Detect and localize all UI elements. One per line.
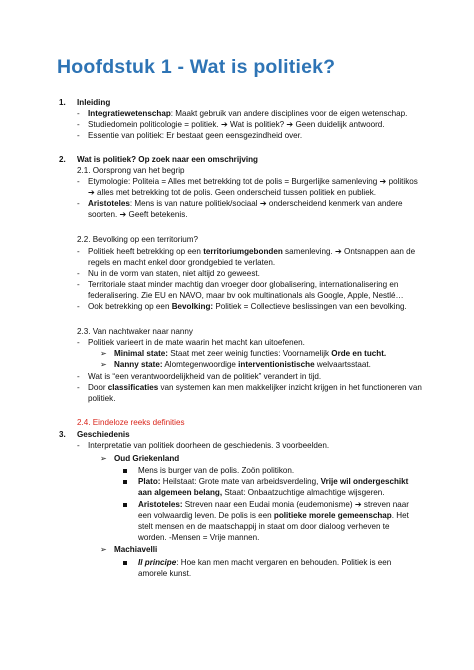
list-item-cont: worden. -Mensen = Vrije mannen. <box>138 533 260 542</box>
list-item-cont: stelt mensen en de maatschappij in staat om door dialoog verheven te <box>138 522 390 531</box>
dash-bullet: - <box>77 441 80 450</box>
dash-bullet: - <box>77 199 80 208</box>
arrow-right-icon: ➔ <box>119 210 127 219</box>
list-item: Door classificaties van systemen kan men makkelijker inzicht krijgen in het functioneren van <box>88 383 422 392</box>
dash-bullet: - <box>77 269 80 278</box>
arrow-right-icon: ➔ <box>88 188 95 197</box>
list-item: Integratiewetenschap: Maakt gebruik van andere disciplines voor de eigen wetenschap. <box>88 109 408 118</box>
list-item: Essentie van politiek: Er bestaat geen eensgezindheid over. <box>88 131 303 140</box>
square-bullet-icon <box>123 466 127 476</box>
list-item-cont: amorele kunst. <box>138 569 192 578</box>
arrow-right-icon: ➔ <box>334 247 342 256</box>
list-item-cont: ➔ alles met betrekking tot de polis. Geen onderscheid tussen politiek en publiek. <box>88 188 376 197</box>
list-item: Politiek varieert in de mate waarin het macht kan uitoefenen. <box>88 338 305 347</box>
list-item-cont: regels en macht enkel door grondgebied te verlaten. <box>88 258 276 267</box>
list-item: Nu in de vorm van staten, niet altijd zo geweest. <box>88 269 260 278</box>
section-number: 3. <box>59 430 66 439</box>
dash-bullet: - <box>77 302 80 311</box>
dash-bullet: - <box>77 280 80 289</box>
dash-bullet: - <box>77 120 80 129</box>
list-item-cont: soorten. ➔ Geeft betekenis. <box>88 210 188 219</box>
dash-bullet: - <box>77 109 80 118</box>
list-item: Plato: Heilstaat: Grote mate van arbeidsverdeling, Vrije wil ondergeschikt <box>138 477 409 486</box>
subsection-heading: 2.1. Oorsprong van het begrip <box>77 166 185 175</box>
section-heading: Wat is politiek? Op zoek naar een omschrijving <box>77 155 258 164</box>
arrowhead-bullet-icon: ➢ <box>100 454 107 463</box>
dash-bullet: - <box>77 338 80 347</box>
arrowhead-bullet-icon: ➢ <box>100 360 107 369</box>
arrow-right-icon: ➔ <box>259 199 267 208</box>
list-item: Politiek heeft betrekking op een territoriumgebonden samenleving. ➔ Ontsnappen aan de <box>88 247 416 256</box>
arrow-right-icon: ➔ <box>379 177 387 186</box>
arrowhead-bullet-icon: ➢ <box>100 545 107 554</box>
square-bullet-icon <box>123 477 127 487</box>
list-item-cont: federalisering. Zie EU en NAVO, maar bv ook multinationals als Google, Apple, Nestlé… <box>88 291 404 300</box>
subsection-heading: 2.2. Bevolking op een territorium? <box>77 235 199 244</box>
list-item: Wat is “een verantwoordelijkheid van de politiek” verandert in tijd. <box>88 372 322 381</box>
arrow-right-icon: ➔ <box>286 120 294 129</box>
list-item: Territoriale staat minder machtig dan vroeger door globalisering, internationalisering en <box>88 280 399 289</box>
dash-bullet: - <box>77 247 80 256</box>
section-number: 1. <box>59 98 66 107</box>
list-item: Minimal state: Staat met zeer weinig functies: Voornamelijk Orde en tucht. <box>114 349 387 358</box>
list-item: Mens is burger van de polis. Zoön politikon. <box>138 466 295 475</box>
arrow-right-icon: ➔ <box>354 500 362 509</box>
list-item: Ook betrekking op een Bevolking: Politiek = Collectieve beslissingen van een bevolking. <box>88 302 407 311</box>
list-item: Il principe: Hoe kan men macht vergaren en behouden. Politiek is een <box>138 558 392 567</box>
dash-bullet: - <box>77 372 80 381</box>
list-item-cont: politiek. <box>88 394 116 403</box>
page-title: Hoofdstuk 1 - Wat is politiek? <box>57 56 336 78</box>
list-subheading: Oud Griekenland <box>114 454 180 463</box>
arrowhead-bullet-icon: ➢ <box>100 349 107 358</box>
list-item: Nanny state: Alomtegenwoordige interventionistische welvaartsstaat. <box>114 360 371 369</box>
list-item: Aristoteles: Mens is van nature politiek/sociaal ➔ onderscheidend kenmerk van andere <box>88 199 403 208</box>
dash-bullet: - <box>77 131 80 140</box>
subsection-heading-red: 2.4. Eindeloze reeks definities <box>77 418 185 427</box>
list-item: Interpretatie van politiek doorheen de geschiedenis. 3 voorbeelden. <box>88 441 330 450</box>
list-item: Etymologie: Politeia = Alles met betrekking tot de polis = Burgerlijke samenleving ➔ politikos <box>88 177 418 186</box>
section-heading: Geschiedenis <box>77 430 130 439</box>
section-number: 2. <box>59 155 66 164</box>
list-item: Studiedomein politicologie = politiek. ➔ Wat is politiek? ➔ Geen duidelijk antwoord. <box>88 120 385 129</box>
square-bullet-icon <box>123 558 127 568</box>
list-item-cont: een volwaardig leven. De polis is een politieke morele gemeenschap. Het <box>138 511 409 520</box>
section-heading: Inleiding <box>77 98 111 107</box>
list-item-cont: aan algemeen belang, Staat: Onbaatzuchtige almachtige wijsgeren. <box>138 488 385 497</box>
list-subheading: Machiavelli <box>114 545 158 554</box>
square-bullet-icon <box>123 500 127 510</box>
dash-bullet: - <box>77 383 80 392</box>
list-item: Aristoteles: Streven naar een Eudai monia (eudemonisme) ➔ streven naar <box>138 500 409 509</box>
arrow-right-icon: ➔ <box>220 120 228 129</box>
subsection-heading: 2.3. Van nachtwaker naar nanny <box>77 327 193 336</box>
dash-bullet: - <box>77 177 80 186</box>
